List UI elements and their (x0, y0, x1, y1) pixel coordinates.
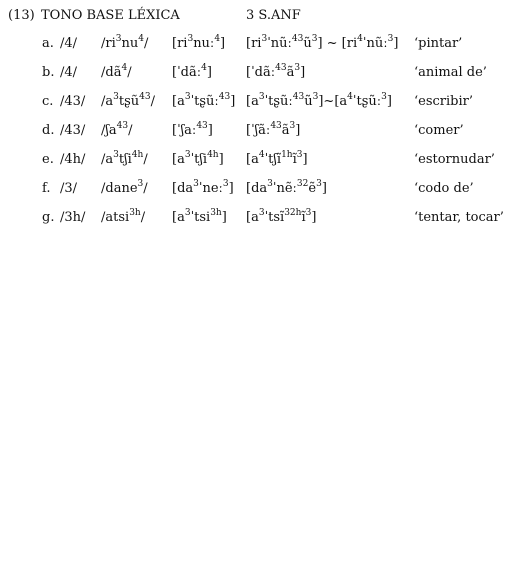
row-underlying-form: /ʃa$^{43}$/ (101, 120, 133, 138)
header-base-lexica: TONO BASE LÉXICA (41, 8, 180, 23)
row-base-form: $[a^3ˈtʃi^{4h}]$ (172, 149, 224, 167)
row-underlying-form: $/a^3tʃi^{4h}/$ (101, 149, 148, 167)
row-base-form: $[ri^3nuː^4]$ (172, 33, 226, 51)
row-base-form: [ˈdãː$^4$] (172, 62, 212, 80)
row-underlying-form: $/a^3tʂũ^{43}/$ (101, 91, 155, 109)
row-base-form: $[da^3ˈneː^3]$ (172, 178, 234, 196)
row-gloss: ‘pintar’ (414, 36, 463, 51)
row-anf-form: $[ˈʃãː^{43}ã^3]$ (246, 120, 301, 138)
row-tone: /4/ (60, 36, 78, 51)
row-gloss: ‘tentar, tocar’ (414, 210, 504, 225)
row-underlying-form: /atsi$^{3h}$/ (101, 207, 146, 225)
row-letter: g. (42, 210, 55, 225)
row-letter: a. (42, 36, 54, 51)
row-gloss: ‘estornudar’ (414, 152, 495, 167)
row-tone: /43/ (60, 123, 86, 138)
row-gloss: ‘animal de’ (414, 65, 487, 80)
row-base-form: $[a^3ˈtʂũː^{43}]$ (172, 91, 236, 109)
row-letter: f. (42, 181, 51, 196)
row-tone: /43/ (60, 94, 86, 109)
row-letter: e. (42, 152, 54, 167)
row-anf-form: $[a^4ˈtʃĩ^{1h}ĩ^3]$ (246, 149, 308, 167)
row-letter: b. (42, 65, 55, 80)
header-3s-anf: 3 S.ANF (246, 8, 301, 23)
row-letter: d. (42, 123, 55, 138)
row-tone: /4/ (60, 65, 78, 80)
row-tone: /3/ (60, 181, 78, 196)
row-anf-form: $[a^3ˈtʂũː^{43}ũ^3]\sim[a^4ˈtʂũː^3]$ (246, 91, 392, 109)
row-underlying-form: $/ri^3nu^4/$ (101, 33, 149, 51)
row-anf-form: $[ri^3ˈnũː^{43}ũ^3]$ ~ $[ri^4ˈnũː^3]$ (246, 33, 399, 51)
row-anf-form: $[ˈdãː^{43}ã^3]$ (246, 62, 306, 80)
row-underlying-form: $/dã^4/$ (101, 62, 132, 80)
row-base-form: [ˈʃaː$^{43}$] (172, 120, 213, 138)
row-gloss: ‘escribir’ (414, 94, 473, 109)
row-underlying-form: /dane$^3$/ (101, 178, 148, 196)
row-letter: c. (42, 94, 54, 109)
row-anf-form: $[a^3ˈtsĩ^{32h}ĩ^3]$ (246, 207, 317, 225)
row-base-form: $[a^3ˈtsi^{3h}]$ (172, 207, 227, 225)
row-tone: /3h/ (60, 210, 86, 225)
row-anf-form: $[da^3ˈnẽː^{32}ẽ^3]$ (246, 178, 327, 196)
example-number: (13) (8, 8, 35, 23)
row-gloss: ‘codo de’ (414, 181, 474, 196)
row-tone: /4h/ (60, 152, 86, 167)
row-gloss: ‘comer’ (414, 123, 464, 138)
